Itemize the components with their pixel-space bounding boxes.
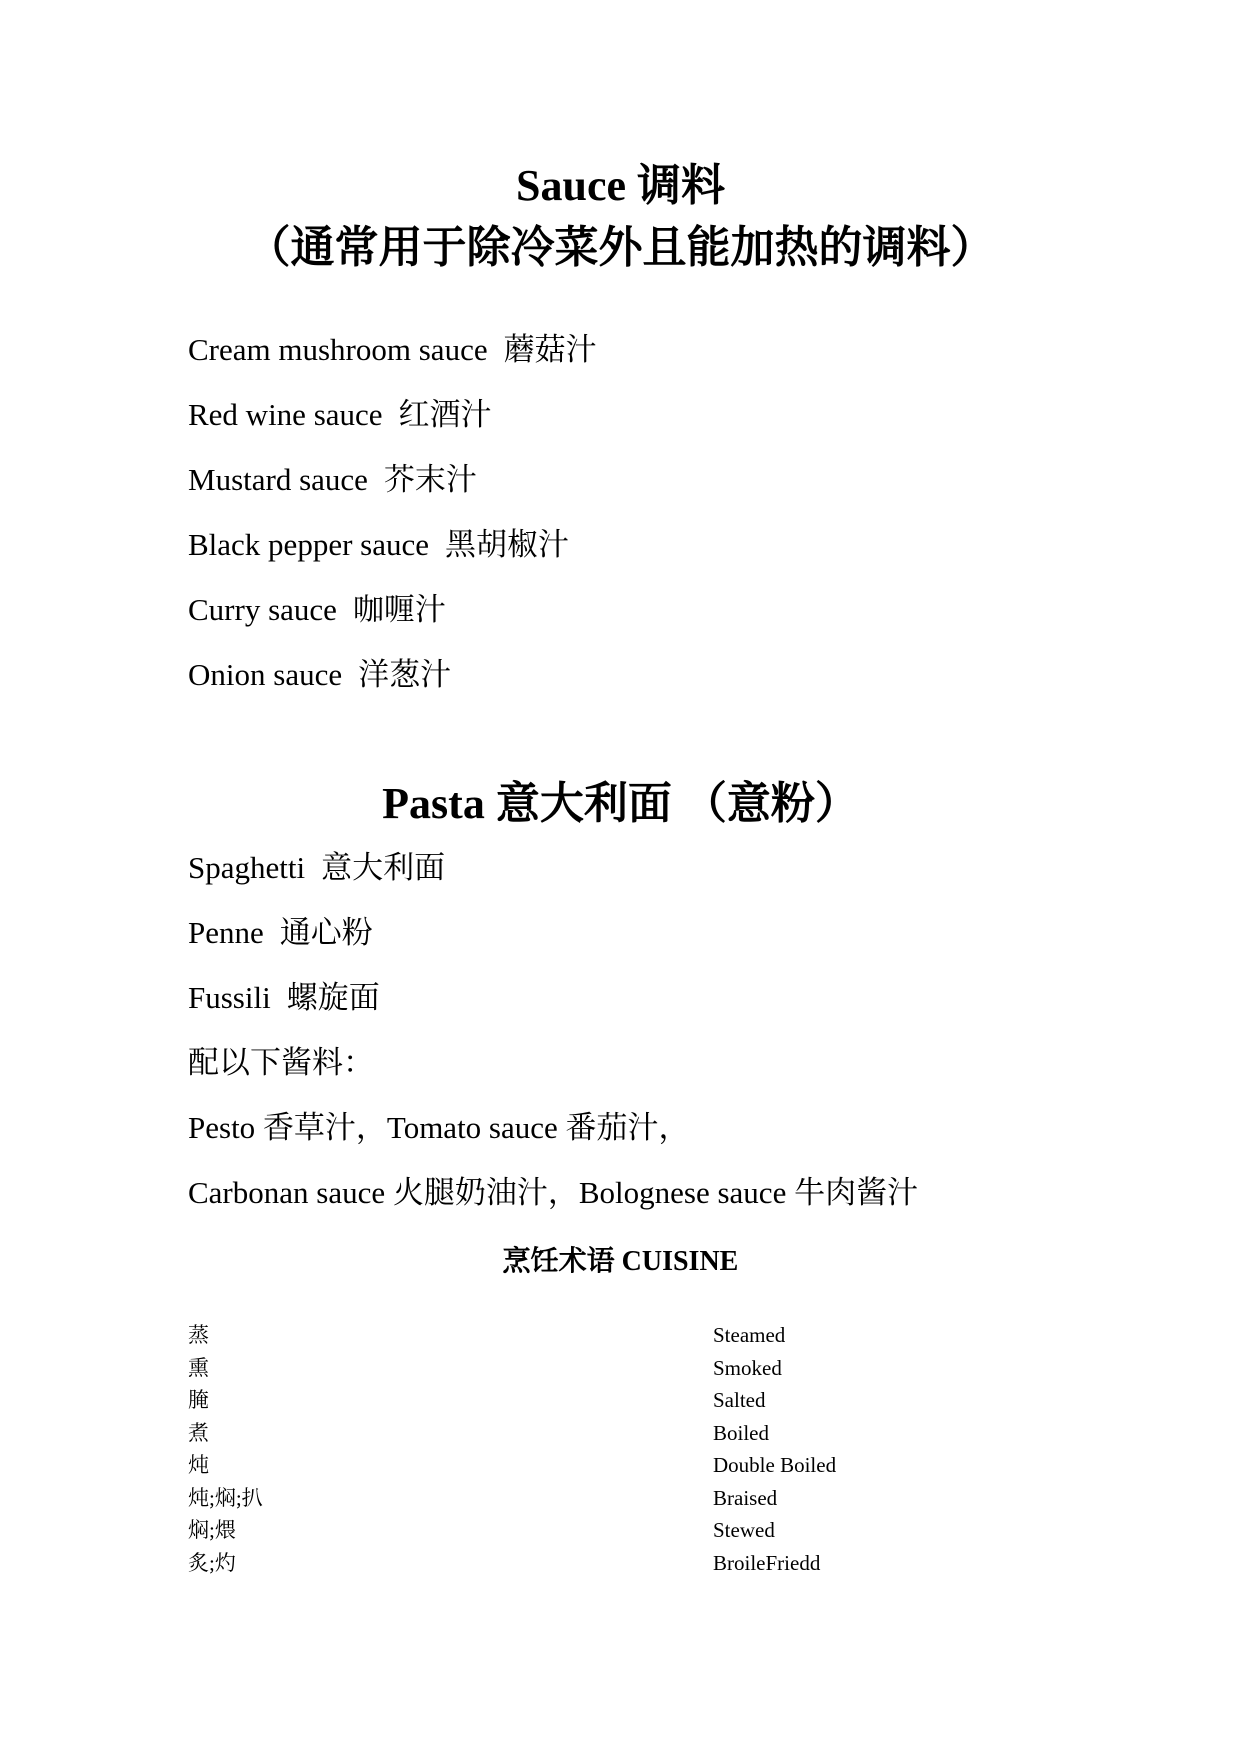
- sauce-item-zh: 红酒汁: [398, 397, 492, 432]
- sauce-item: [188, 590, 446, 630]
- cuisine-term-zh: 炖: [188, 1453, 209, 1477]
- cuisine-term-zh: 蒸: [188, 1323, 209, 1347]
- sauce-item-en: Onion sauce: [188, 657, 343, 692]
- pasta-section-title: Pasta 意大利面 （意粉）: [382, 779, 859, 828]
- cuisine-term-zh: 煮: [188, 1421, 209, 1445]
- sauce-item-zh: 洋葱汁: [358, 657, 452, 692]
- sauce-item: [188, 525, 569, 565]
- pasta-item-en: Penne: [188, 915, 264, 950]
- sauce-item-en: Red wine sauce: [188, 397, 383, 432]
- cuisine-term-en: Stewed: [713, 1518, 775, 1542]
- pasta-sauce-line: Carbonan sauce 火腿奶油汁，Bolognese sauce 牛肉酱汁: [188, 1175, 919, 1210]
- sauce-item-en: Curry sauce: [188, 592, 337, 627]
- cuisine-term-en: Smoked: [713, 1356, 782, 1380]
- sauce-item-en: Mustard sauce: [188, 462, 368, 497]
- sauce-item-zh: 芥末汁: [383, 462, 477, 497]
- sauce-section-title: Sauce 调料: [516, 161, 725, 210]
- sauce-item: [188, 460, 477, 500]
- pasta-item-en: Spaghetti: [188, 850, 306, 885]
- sauce-item-zh: 黑胡椒汁: [445, 527, 569, 562]
- sauce-section-subtitle: （通常用于除冷菜外且能加热的调料）: [246, 223, 995, 272]
- pasta-item-en: Fussili: [188, 980, 271, 1015]
- cuisine-term-en: Boiled: [713, 1421, 769, 1445]
- pasta-sauce-label: 配以下酱料：: [188, 1045, 374, 1080]
- sauce-item-en: Cream mushroom sauce: [188, 332, 488, 367]
- cuisine-section-title: 烹饪术语 CUISINE: [502, 1246, 739, 1277]
- cuisine-term-zh: 炖;焖;扒: [188, 1486, 263, 1510]
- cuisine-term-zh: 焖;煨: [188, 1518, 236, 1542]
- sauce-item: [188, 655, 451, 695]
- pasta-item: [188, 978, 380, 1018]
- cuisine-term-en: Salted: [713, 1388, 766, 1412]
- pasta-item: [188, 913, 373, 953]
- cuisine-term-zh: 炙;灼: [188, 1551, 236, 1575]
- sauce-item: [188, 330, 597, 370]
- cuisine-term-zh: 腌: [188, 1388, 209, 1412]
- pasta-item-zh: 意大利面: [321, 850, 446, 885]
- cuisine-term-en: Braised: [713, 1486, 778, 1510]
- cuisine-term-en: Double Boiled: [713, 1453, 837, 1477]
- pasta-item-zh: 螺旋面: [286, 980, 380, 1015]
- cuisine-term-zh: 熏: [188, 1356, 209, 1380]
- pasta-sauce-line: Pesto 香草汁，Tomato sauce 番茄汁，: [188, 1110, 690, 1145]
- sauce-item: [188, 395, 492, 435]
- cuisine-term-en: BroileFriedd: [713, 1551, 821, 1575]
- sauce-item-zh: 蘑菇汁: [503, 332, 597, 367]
- pasta-item: [188, 848, 445, 888]
- sauce-item-en: Black pepper sauce: [188, 527, 429, 562]
- sauce-item-zh: 咖喱汁: [352, 592, 446, 627]
- pasta-item-zh: 通心粉: [279, 915, 373, 950]
- cuisine-term-en: Steamed: [713, 1323, 786, 1347]
